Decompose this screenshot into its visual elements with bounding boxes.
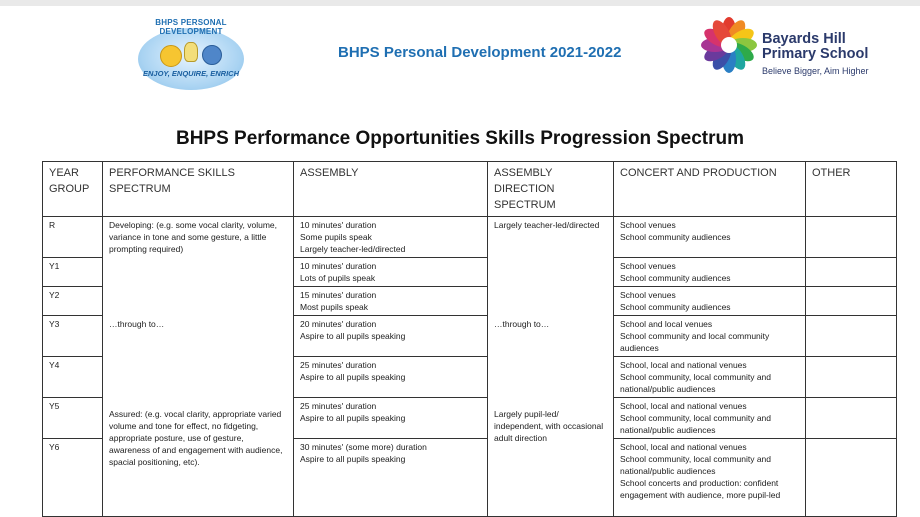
concert-line: School community, local community and national/public audiences (620, 372, 772, 394)
other-cell (806, 316, 897, 357)
skills-spacer-cell (103, 287, 294, 316)
logo-motto: ENJOY, ENQUIRE, ENRICH (143, 69, 239, 78)
assembly-cell (294, 398, 488, 439)
other-cell (806, 398, 897, 439)
skills-assured-text: Assured: (e.g. vocal clarity, appropriate varied volume and tone for effect, no fidgeting, appropriate posture, use of gesture, awareness of and engagement with audience, spacial positioning, etc). (109, 408, 283, 467)
concert-line: School, local and national venues (620, 442, 747, 452)
skills-progression-table (42, 161, 897, 517)
assembly-line: Aspire to all pupils speaking (300, 454, 406, 464)
concert-line: School venues (620, 220, 676, 230)
concert-line: School and local venues (620, 319, 713, 329)
direction-through-text: …through to… (494, 318, 550, 329)
skills-spacer-cell (103, 357, 294, 398)
concert-line: School community, local community and national/public audiences (620, 413, 772, 435)
page-title: BHPS Performance Opportunities Skills Progression Spectrum (175, 128, 745, 149)
year-cell: Y2 (43, 287, 103, 316)
assembly-cell (294, 316, 488, 357)
header-concert-production: CONCERT AND PRODUCTION (614, 162, 806, 217)
school-name-line2: Primary School (762, 46, 869, 62)
concert-cell (614, 398, 806, 439)
skills-spacer-cell (103, 258, 294, 287)
year-cell: R (43, 217, 103, 258)
direction-spacer-cell (488, 357, 614, 398)
school-name-line1: Bayards Hill (762, 31, 846, 47)
direction-spacer-cell (488, 287, 614, 316)
table-header-row (43, 162, 897, 217)
document-header-title: BHPS Personal Development 2021-2022 (338, 44, 622, 61)
skills-assured-cell (103, 398, 294, 517)
other-cell (806, 357, 897, 398)
concert-line: School, local and national venues (620, 401, 747, 411)
concert-cell (614, 258, 806, 287)
school-motto: Believe Bigger, Aim Higher (762, 66, 869, 76)
assembly-cell (294, 217, 488, 258)
top-edge-bar (0, 0, 920, 6)
assembly-cell (294, 357, 488, 398)
assembly-line: 15 minutes' duration (300, 290, 377, 300)
assembly-line: 20 minutes' duration (300, 319, 377, 329)
table-row (43, 398, 897, 439)
other-cell (806, 217, 897, 258)
other-cell (806, 439, 897, 517)
smiley-emoji-icon (160, 45, 182, 67)
direction-end-cell (488, 398, 614, 517)
globe-icon (202, 45, 222, 65)
concert-line: School, local and national venues (620, 360, 747, 370)
assembly-line: 25 minutes' duration (300, 401, 377, 411)
personal-development-logo (126, 18, 256, 92)
header-assembly: ASSEMBLY (294, 162, 488, 217)
skills-developing-text: Developing: (e.g. some vocal clarity, volume, variance in tone and some gesture, a little prompting required) (109, 220, 278, 254)
assembly-line: Aspire to all pupils speaking (300, 372, 406, 382)
header-assembly-direction: ASSEMBLY DIRECTION SPECTRUM (488, 162, 614, 217)
direction-end-text: Largely pupil-led/ independent, with occasional adult direction (494, 408, 604, 443)
direction-start-text: Largely teacher-led/directed (494, 220, 600, 230)
concert-cell (614, 217, 806, 258)
direction-start-cell (488, 217, 614, 258)
concert-line: School venues (620, 261, 676, 271)
concert-cell (614, 439, 806, 517)
assembly-line: 30 minutes' (some more) duration (300, 442, 427, 452)
direction-spacer-cell (488, 258, 614, 287)
assembly-line: Aspire to all pupils speaking (300, 331, 406, 341)
lightbulb-icon (184, 42, 198, 62)
year-cell: Y6 (43, 439, 103, 517)
concert-cell (614, 357, 806, 398)
concert-cell (614, 287, 806, 316)
skills-through-text: …through to… (109, 318, 165, 329)
assembly-line: 10 minutes' duration (300, 261, 377, 271)
year-cell: Y5 (43, 398, 103, 439)
school-flower-icon (700, 16, 758, 74)
year-cell: Y4 (43, 357, 103, 398)
concert-line: School community, local community and national/public audiences (620, 454, 772, 476)
assembly-cell (294, 439, 488, 517)
table-row (43, 316, 897, 357)
other-cell (806, 258, 897, 287)
concert-line: School community audiences (620, 302, 731, 312)
table-row (43, 258, 897, 287)
assembly-line: Largely teacher-led/directed (300, 244, 406, 254)
header-performance-skills: PERFORMANCE SKILLS SPECTRUM (103, 162, 294, 217)
assembly-line: Some pupils speak (300, 232, 372, 242)
table-row (43, 217, 897, 258)
year-cell: Y3 (43, 316, 103, 357)
table-row (43, 357, 897, 398)
concert-line: School community audiences (620, 232, 731, 242)
assembly-line: Aspire to all pupils speaking (300, 413, 406, 423)
assembly-line: Most pupils speak (300, 302, 369, 312)
concert-line: School community and local community audiences (620, 331, 770, 353)
direction-through-cell (488, 316, 614, 357)
concert-line: School venues (620, 290, 676, 300)
assembly-line: 25 minutes' duration (300, 360, 377, 370)
skills-developing-cell (103, 217, 294, 258)
concert-line: School concerts and production: confident engagement with audience, more pupil-led (620, 478, 781, 500)
concert-line: School community audiences (620, 273, 731, 283)
school-name (762, 32, 868, 62)
year-cell: Y1 (43, 258, 103, 287)
assembly-line: 10 minutes' duration (300, 220, 377, 230)
school-logo (700, 14, 880, 84)
header-other: OTHER (806, 162, 897, 217)
assembly-line: Lots of pupils speak (300, 273, 376, 283)
logo-caption: BHPS PERSONAL DEVELOPMENT (155, 18, 227, 36)
assembly-cell (294, 287, 488, 316)
concert-cell (614, 316, 806, 357)
assembly-cell (294, 258, 488, 287)
skills-through-cell (103, 316, 294, 357)
header-year-group: YEAR GROUP (43, 162, 103, 217)
table-row (43, 287, 897, 316)
other-cell (806, 287, 897, 316)
